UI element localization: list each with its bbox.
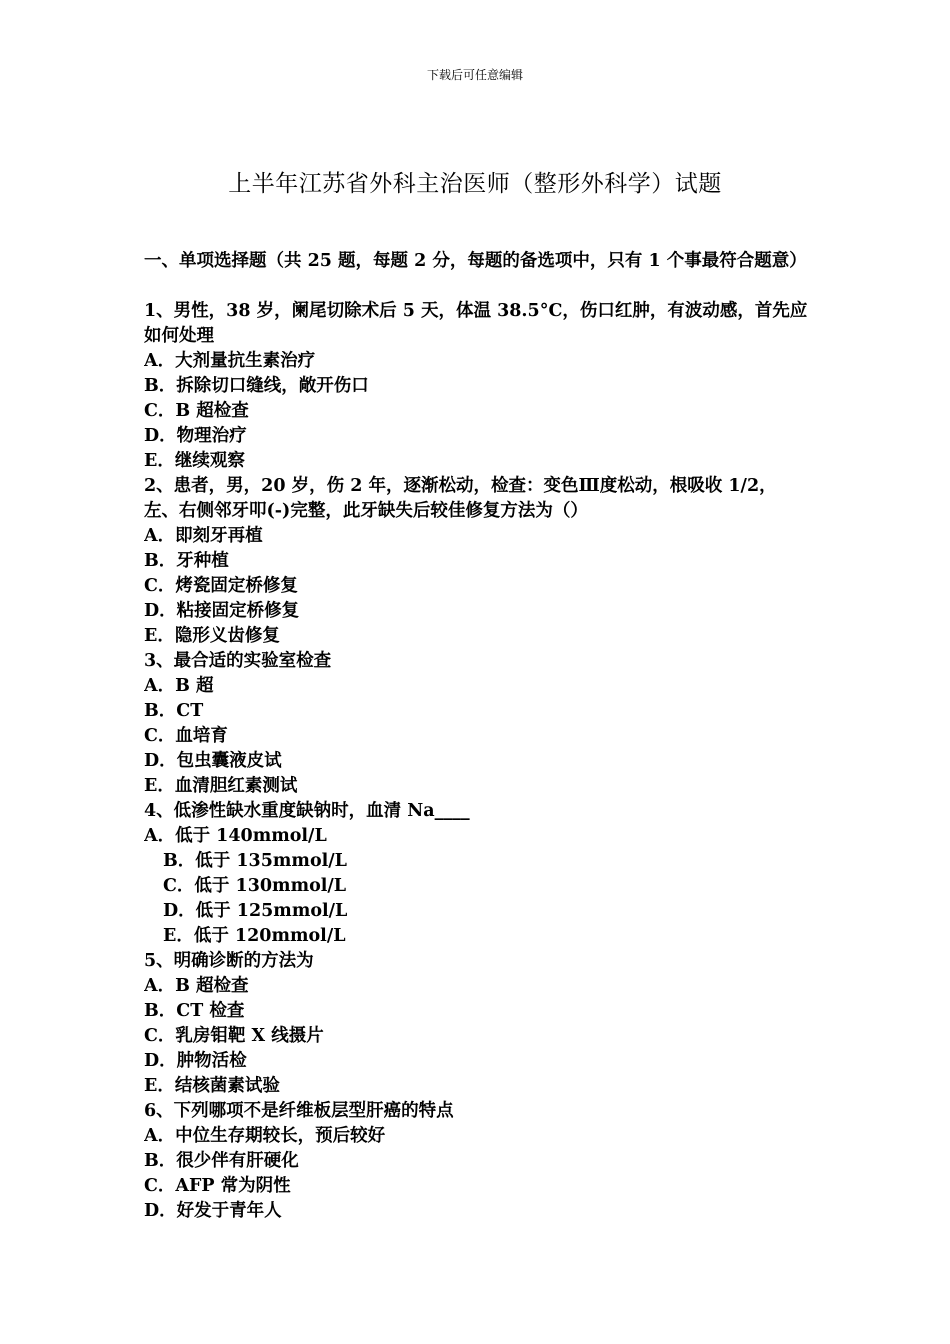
question-stem: 4、低渗性缺水重度缺钠时，血清 Na____ [144, 801, 470, 821]
section-heading: 一、单项选择题（共 25 题，每题 2 分，每题的备选项中，只有 1 个事最符合题意） [144, 251, 807, 271]
option: A．即刻牙再植 [144, 526, 263, 546]
document-title: 上半年江苏省外科主治医师（整形外科学）试题 [228, 171, 722, 198]
option: E．血清胆红素测试 [144, 776, 298, 796]
option: C．血培育 [144, 726, 228, 746]
option: B．CT [144, 701, 204, 721]
option: C．B 超检查 [144, 401, 249, 421]
option: B．很少伴有肝硬化 [144, 1151, 299, 1171]
option: A．B 超检查 [144, 976, 249, 996]
option: B．CT 检查 [144, 1001, 245, 1021]
option: A．大剂量抗生素治疗 [144, 351, 316, 371]
option: B．牙种植 [144, 551, 229, 571]
option: C．低于 130mmol/L [163, 876, 347, 896]
option: D．物理治疗 [144, 426, 247, 446]
question-stem: 2、患者，男，20 岁，伤 2 年，逐渐松动，检查：变色Ⅲ度松动，根吸收 1/2，左、右侧邻牙叩(-)完整，此牙缺失后较佳修复方法为（） [144, 476, 777, 521]
option: A．中位生存期较长，预后较好 [144, 1126, 386, 1146]
option: E．低于 120mmol/L [163, 926, 346, 946]
question-stem: 3、最合适的实验室检查 [144, 651, 332, 671]
option: D．低于 125mmol/L [163, 901, 348, 921]
option: A．低于 140mmol/L [144, 826, 327, 846]
question-stem: 5、明确诊断的方法为 [144, 951, 314, 971]
question-stem: 1、男性，38 岁，阑尾切除术后 5 天，体温 38.5°C，伤口红肿，有波动感，首先应如何处理 [144, 301, 808, 346]
option: D．粘接固定桥修复 [144, 601, 300, 621]
question-stem: 6、下列哪项不是纤维板层型肝癌的特点 [144, 1101, 454, 1121]
option: E．结核菌素试验 [144, 1076, 280, 1096]
header-note: 下载后可任意编辑 [426, 68, 523, 82]
option: D．肿物活检 [144, 1051, 247, 1071]
option: B．拆除切口缝线，敞开伤口 [144, 376, 369, 396]
option: B．低于 135mmol/L [163, 851, 347, 871]
option: C．烤瓷固定桥修复 [144, 576, 298, 596]
option: C．AFP 常为阴性 [144, 1176, 291, 1196]
option: D．好发于青年人 [144, 1201, 282, 1221]
option: D．包虫囊液皮试 [144, 751, 282, 771]
option: E．隐形义齿修复 [144, 626, 280, 646]
option: E．继续观察 [144, 451, 245, 471]
option: A．B 超 [144, 676, 214, 696]
exam-content [144, 249, 810, 1224]
option: C．乳房钼靶 X 线摄片 [144, 1026, 324, 1046]
